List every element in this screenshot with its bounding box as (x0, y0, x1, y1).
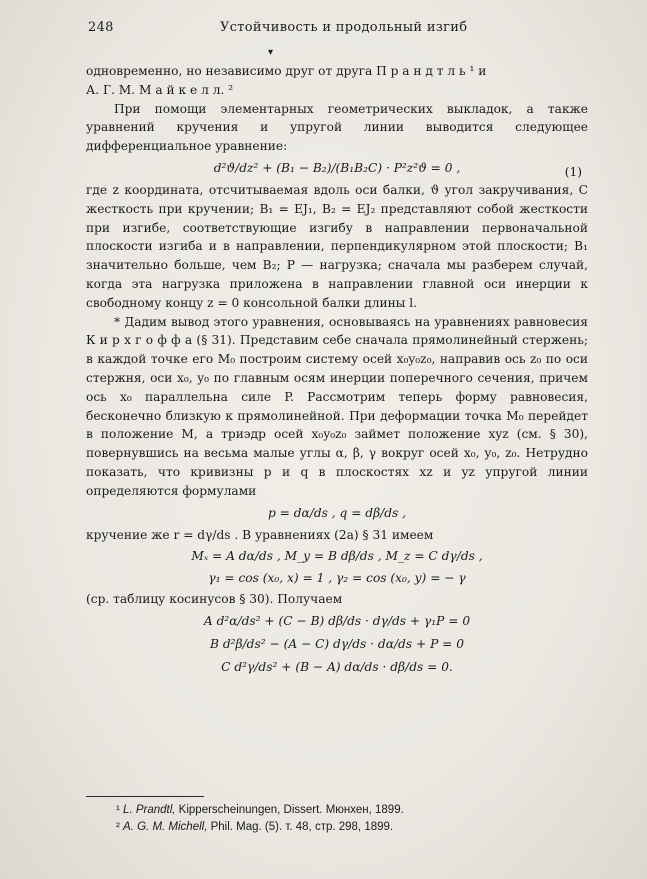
footnote-1-mark: ¹ (116, 804, 120, 816)
equation-7-formula: C d²γ/ds² + (B − A) dα/ds · dβ/ds = 0. (221, 659, 453, 674)
equation-1-number: (1) (564, 164, 582, 179)
footnote-1-author: L. Prandtl, (123, 804, 176, 816)
footnote-2-mark: ² (116, 821, 120, 833)
footnote-2-text: Phil. Mag. (5). т. 48, стр. 298, 1899. (210, 821, 394, 833)
equation-1 (86, 158, 588, 179)
paragraph-5: кручение же r = dγ/ds . В уравнениях (2a) § 31 имеем (86, 527, 434, 542)
equation-6 (86, 634, 588, 655)
paragraph-1-line-1: одновременно, но независимо друг от друга П р а н д т л ь ¹ и (86, 64, 487, 78)
page-number: 248 (88, 20, 114, 35)
equation-1-formula: d²ϑ/dz² + (B₁ − B₂)/(B₁B₂C) · P²z²ϑ = 0 , (213, 160, 461, 175)
paragraph-4: * Дадим вывод этого уравнения, основываясь на уравнениях равновесия К и р х г о ф ф а (§ 31). Представим себе сначала прямолинейный стержень; в каждой точке его M₀ построим систему осей x₀y₀z₀, направив ось z₀ по оси стержня, оси x₀, y₀ по главным осям инерции поперечного сечения, причем ось x₀ параллельна силе P. Рассмотрим теперь форму равновесия, бесконечно близкую к прямолинейной. При деформации точка M₀ перейдет в положение M, а триэдр осей x₀y₀z₀ займет положение xyz (см. § 30), повернувшись на весьма малые углы α, β, γ вокруг осей x₀, y₀, z₀. Нетрудно показать, что кривизны p и q в плоскостях xz и yz упругой линии определяются формулами (86, 314, 588, 498)
footnote-1-text: Kipperscheinungen, Dissert. Мюнхен, 1899. (178, 804, 404, 816)
equation-3 (86, 546, 588, 567)
equation-4 (86, 569, 588, 588)
paragraph-6: (ср. таблицу косинусов § 30). Получаем (86, 592, 343, 607)
equation-5-formula: A d²α/ds² + (C − B) dβ/ds · dγ/ds + γ₁P = 0 (203, 613, 471, 628)
footnote-1 (116, 804, 596, 816)
equation-3-formula: Mₓ = A dα/ds , M_y = B dβ/ds , M_z = C dγ/ds , (191, 549, 483, 564)
equation-7 (86, 657, 588, 678)
equation-6-formula: B d²β/ds² − (A − C) dγ/ds · dα/ds + P = 0 (210, 636, 464, 651)
paragraph-2: При помощи элементарных геометрических выкладок, а также уравнений кручения и упругой линии выводится следующее дифференциальное уравнение: (86, 101, 588, 154)
footnote-2-author: A. G. M. Michell, (123, 821, 208, 833)
equation-4-formula: γ₁ = cos (x₀, x) = 1 , γ₂ = cos (x₀, y) = − γ (208, 571, 466, 586)
page-body (86, 62, 588, 680)
paragraph-3: где z координата, отсчитываемая вдоль оси балки, ϑ угол закручивания, C жесткость при кручении; B₁ = EJ₁, B₂ = EJ₂ представляют собой жесткости при изгибе, соответствующие изгибу в направлении первоначальной плоскости изгиба и в направлении, перпендикулярном этой плоскости; B₁ значительно больше, чем B₂; P — нагрузка; сначала мы разберем случай, когда эта нагрузка приложена в направлении главной оси инерции к свободному концу z = 0 консольной балки длины l. (86, 182, 588, 310)
footnote-2 (116, 821, 596, 833)
running-title: Устойчивость и продольный изгиб (220, 20, 468, 35)
equation-5 (86, 611, 588, 632)
footnote-rule (86, 796, 204, 797)
print-speck: ▾ (268, 47, 274, 58)
paragraph-1-line-2: А. Г. М. М а й к е л л. ² (86, 82, 234, 97)
equation-2-formula: p = dα/ds , q = dβ/ds , (267, 505, 407, 520)
equation-2 (86, 503, 588, 524)
